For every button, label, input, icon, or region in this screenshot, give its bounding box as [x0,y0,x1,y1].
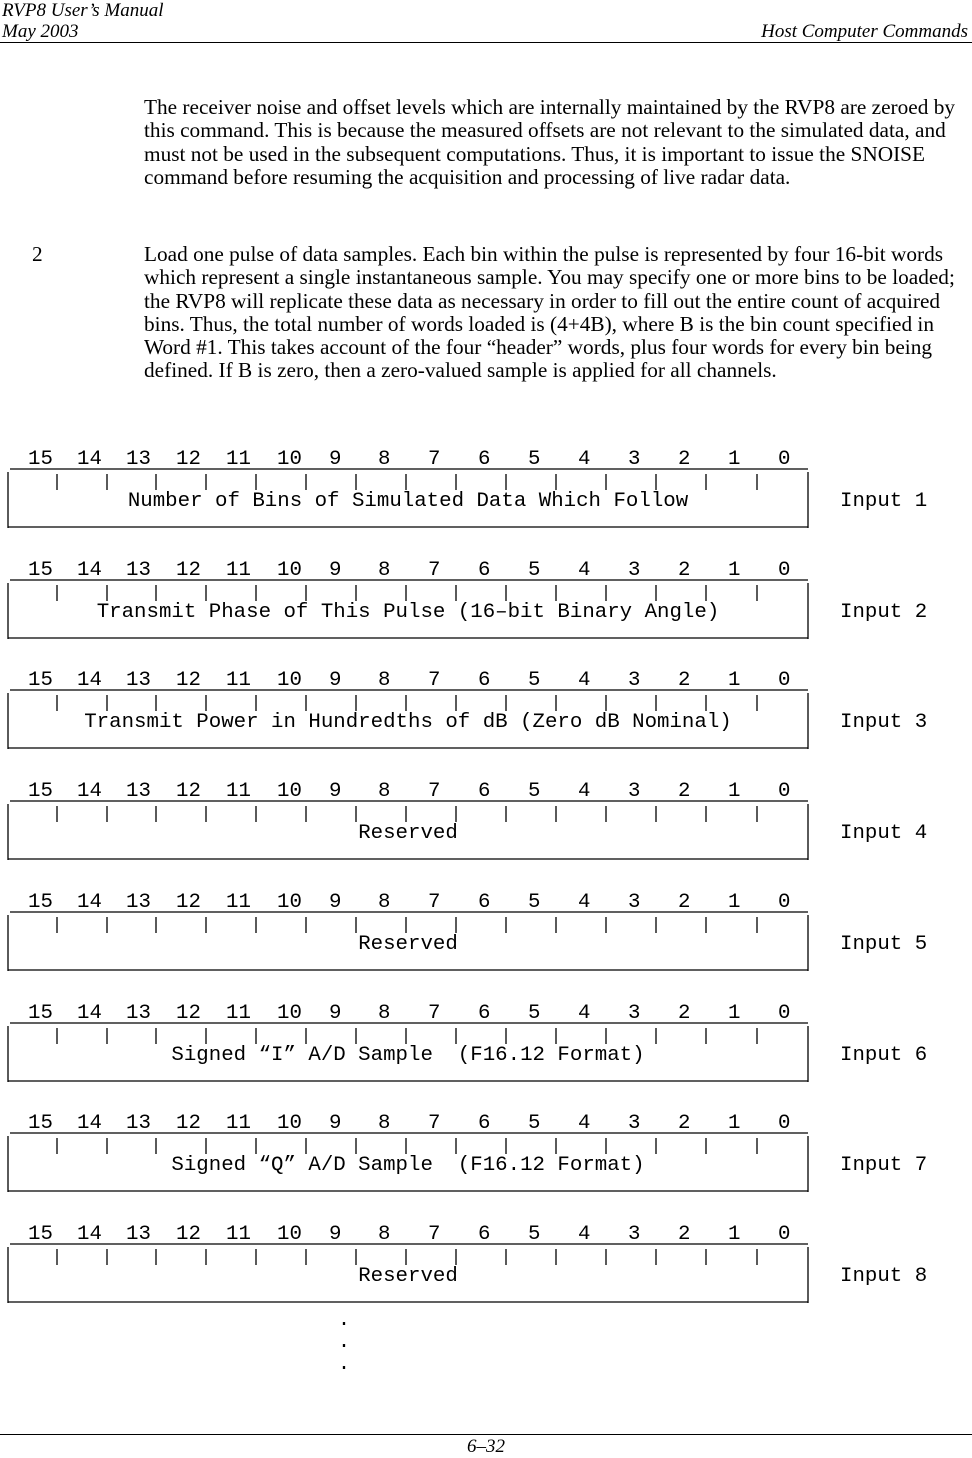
bit-number: 9 [329,669,342,692]
bit-number: 6 [478,448,491,471]
bit-number: 11 [226,448,251,471]
bit-number: 12 [176,448,201,471]
bit-number: 14 [77,1223,102,1246]
register-label: Number of Bins of Simulated Data Which Follow [127,490,689,513]
bit-number: 9 [329,559,342,582]
bit-number: 12 [176,1112,201,1135]
bit-number: 15 [28,780,53,803]
bit-number: 14 [77,559,102,582]
register-word-8 [0,1223,972,1323]
bit-number: 4 [578,669,591,692]
header-rule [0,42,972,43]
bit-number: 5 [528,891,541,914]
register-label: Transmit Power in Hundredths of dB (Zero dB Nominal) [84,711,732,734]
bit-number: 13 [126,1112,151,1135]
register-label: Reserved [358,822,458,845]
bit-number: 1 [728,891,741,914]
bit-number: 4 [578,559,591,582]
bit-number: 11 [226,891,251,914]
bit-number: 8 [378,1112,391,1135]
bit-number: 2 [678,891,691,914]
bit-number: 0 [778,1112,791,1135]
bit-number: 15 [28,1223,53,1246]
bit-number: 9 [329,448,342,471]
bit-number: 1 [728,780,741,803]
bit-number: 13 [126,669,151,692]
register-label: Transmit Phase of This Pulse (16–bit Binary Angle) [96,601,720,624]
bit-number: 13 [126,448,151,471]
register-label: Signed “I” A/D Sample (F16.12 Format) [171,1044,645,1067]
input-index: Input 2 [840,601,928,624]
input-index: Input 6 [840,1044,928,1067]
bit-number: 7 [428,780,441,803]
bit-number: 3 [628,669,641,692]
bit-number: 4 [578,1002,591,1025]
bit-number: 7 [428,1112,441,1135]
bit-number: 15 [28,1002,53,1025]
bit-number: 1 [728,669,741,692]
bit-number: 7 [428,1002,441,1025]
bit-number: 2 [678,780,691,803]
bit-number: 8 [378,448,391,471]
bit-number: 7 [428,448,441,471]
bit-number: 12 [176,1002,201,1025]
input-index: Input 5 [840,933,928,956]
bit-number: 2 [678,559,691,582]
bit-number: 9 [329,1223,342,1246]
bit-number: 12 [176,780,201,803]
bit-number: 3 [628,1002,641,1025]
bit-number: 14 [77,1002,102,1025]
page-number: 6–32 [467,1436,505,1457]
bit-number: 9 [329,780,342,803]
bit-number: 1 [728,559,741,582]
bit-number: 10 [277,1002,302,1025]
bit-number: 5 [528,1002,541,1025]
bit-number: 5 [528,1112,541,1135]
bit-number: 12 [176,559,201,582]
bit-number: 8 [378,1002,391,1025]
bit-number: 8 [378,891,391,914]
bit-number: 11 [226,1223,251,1246]
bit-number: 6 [478,559,491,582]
register-word-6 [0,1002,972,1102]
bit-number: 2 [678,1002,691,1025]
bit-number: 13 [126,780,151,803]
bit-number: 11 [226,1002,251,1025]
bit-number: 3 [628,780,641,803]
bit-number: 4 [578,891,591,914]
bit-number: 6 [478,1002,491,1025]
bit-number: 10 [277,559,302,582]
bit-number: 8 [378,1223,391,1246]
bit-number: 15 [28,669,53,692]
bit-number: 6 [478,1112,491,1135]
register-word-1 [0,448,972,548]
bit-number: 0 [778,448,791,471]
register-word-5 [0,891,972,991]
bit-number: 7 [428,559,441,582]
bit-number: 12 [176,1223,201,1246]
bit-number: 5 [528,1223,541,1246]
bit-number: 3 [628,448,641,471]
bit-number: 0 [778,669,791,692]
running-header-right [761,0,968,42]
register-label: Reserved [358,933,458,956]
bit-number: 10 [277,448,302,471]
register-word-4 [0,780,972,880]
bit-number: 15 [28,559,53,582]
bit-number: 1 [728,1112,741,1135]
bit-number: 4 [578,1112,591,1135]
bit-number: 15 [28,448,53,471]
paragraph-load-pulse [144,243,970,383]
bit-number: 6 [478,1223,491,1246]
register-label: Signed “Q” A/D Sample (F16.12 Format) [171,1154,645,1177]
bit-number: 0 [778,559,791,582]
bit-number: 6 [478,669,491,692]
paragraph-text: Load one pulse of data samples. Each bin within the pulse is represented by four 16-bit words which represent a single instantaneous sample. You may specify one or more bins to be loaded; the RVP8 will replicate these data as necessary in order to fill out the entire count of acquired bins. Thus, the total number of words loaded is (4+4B), where B is the bin count specified in Word #1. This takes account of the four “header” words, plus four words for every bin being defined. If B is zero, then a zero-valued sample is applied for all channels. [144,242,955,383]
bit-number: 10 [277,891,302,914]
bit-number: 11 [226,669,251,692]
manual-title: RVP8 User’s Manual [2,0,164,21]
bit-number: 0 [778,780,791,803]
bit-number: 7 [428,1223,441,1246]
input-index: Input 4 [840,822,928,845]
bit-number: 0 [778,1002,791,1025]
bit-number: 9 [329,891,342,914]
bit-number: 14 [77,669,102,692]
bit-number: 1 [728,1223,741,1246]
bit-number: 2 [678,1112,691,1135]
bit-number: 1 [728,448,741,471]
bit-number: 7 [428,891,441,914]
bit-number: 12 [176,891,201,914]
chapter-title: Host Computer Commands [761,21,968,42]
bit-number: 6 [478,780,491,803]
bit-number: 14 [77,1112,102,1135]
bit-number: 2 [678,669,691,692]
bit-number: 15 [28,1112,53,1135]
bit-number: 3 [628,891,641,914]
bit-number: 11 [226,780,251,803]
bit-number: 5 [528,448,541,471]
bit-number: 9 [329,1112,342,1135]
bit-number: 4 [578,1223,591,1246]
bit-number: 5 [528,780,541,803]
bit-number: 3 [628,559,641,582]
bit-number: 14 [77,780,102,803]
continuation-dots: . . . [338,1309,351,1376]
bit-number: 10 [277,1112,302,1135]
step-number: 2 [32,242,43,266]
bit-number: 3 [628,1112,641,1135]
bit-number: 5 [528,669,541,692]
bit-number: 6 [478,891,491,914]
bit-number: 8 [378,669,391,692]
bit-number: 10 [277,1223,302,1246]
bit-number: 14 [77,448,102,471]
bit-number: 9 [329,1002,342,1025]
bit-number: 13 [126,891,151,914]
bit-number: 10 [277,669,302,692]
bit-number: 5 [528,559,541,582]
input-index: Input 1 [840,490,928,513]
bit-number: 7 [428,669,441,692]
bit-number: 0 [778,891,791,914]
register-word-3 [0,669,972,769]
bit-number: 11 [226,1112,251,1135]
input-index: Input 8 [840,1265,928,1288]
footer-rule [0,1434,972,1435]
bit-number: 13 [126,559,151,582]
input-index: Input 3 [840,711,928,734]
bit-number: 13 [126,1223,151,1246]
bit-number: 13 [126,1002,151,1025]
bit-number: 14 [77,891,102,914]
register-label: Reserved [358,1265,458,1288]
bit-number: 2 [678,448,691,471]
paragraph-text: The receiver noise and offset levels which are internally maintained by the RVP8 are zeroed by this command. This is because the measured offsets are not relevant to the simulated data, and must not be used in the subsequent computations. Thus, it is important to issue the SNOISE command before resuming the acquisition and processing of live radar data. [144,95,956,189]
register-word-2 [0,559,972,659]
bit-number: 15 [28,891,53,914]
manual-date: May 2003 [2,21,79,42]
bit-number: 8 [378,780,391,803]
bit-number: 10 [277,780,302,803]
running-header-left [2,0,164,42]
bit-number: 3 [628,1223,641,1246]
bit-number: 11 [226,559,251,582]
input-index: Input 7 [840,1154,928,1177]
bit-number: 8 [378,559,391,582]
bit-number: 12 [176,669,201,692]
bit-number: 4 [578,448,591,471]
bit-number: 4 [578,780,591,803]
register-word-7 [0,1112,972,1212]
bit-number: 2 [678,1223,691,1246]
paragraph-noise-offset [144,96,970,189]
bit-number: 0 [778,1223,791,1246]
bit-number: 1 [728,1002,741,1025]
